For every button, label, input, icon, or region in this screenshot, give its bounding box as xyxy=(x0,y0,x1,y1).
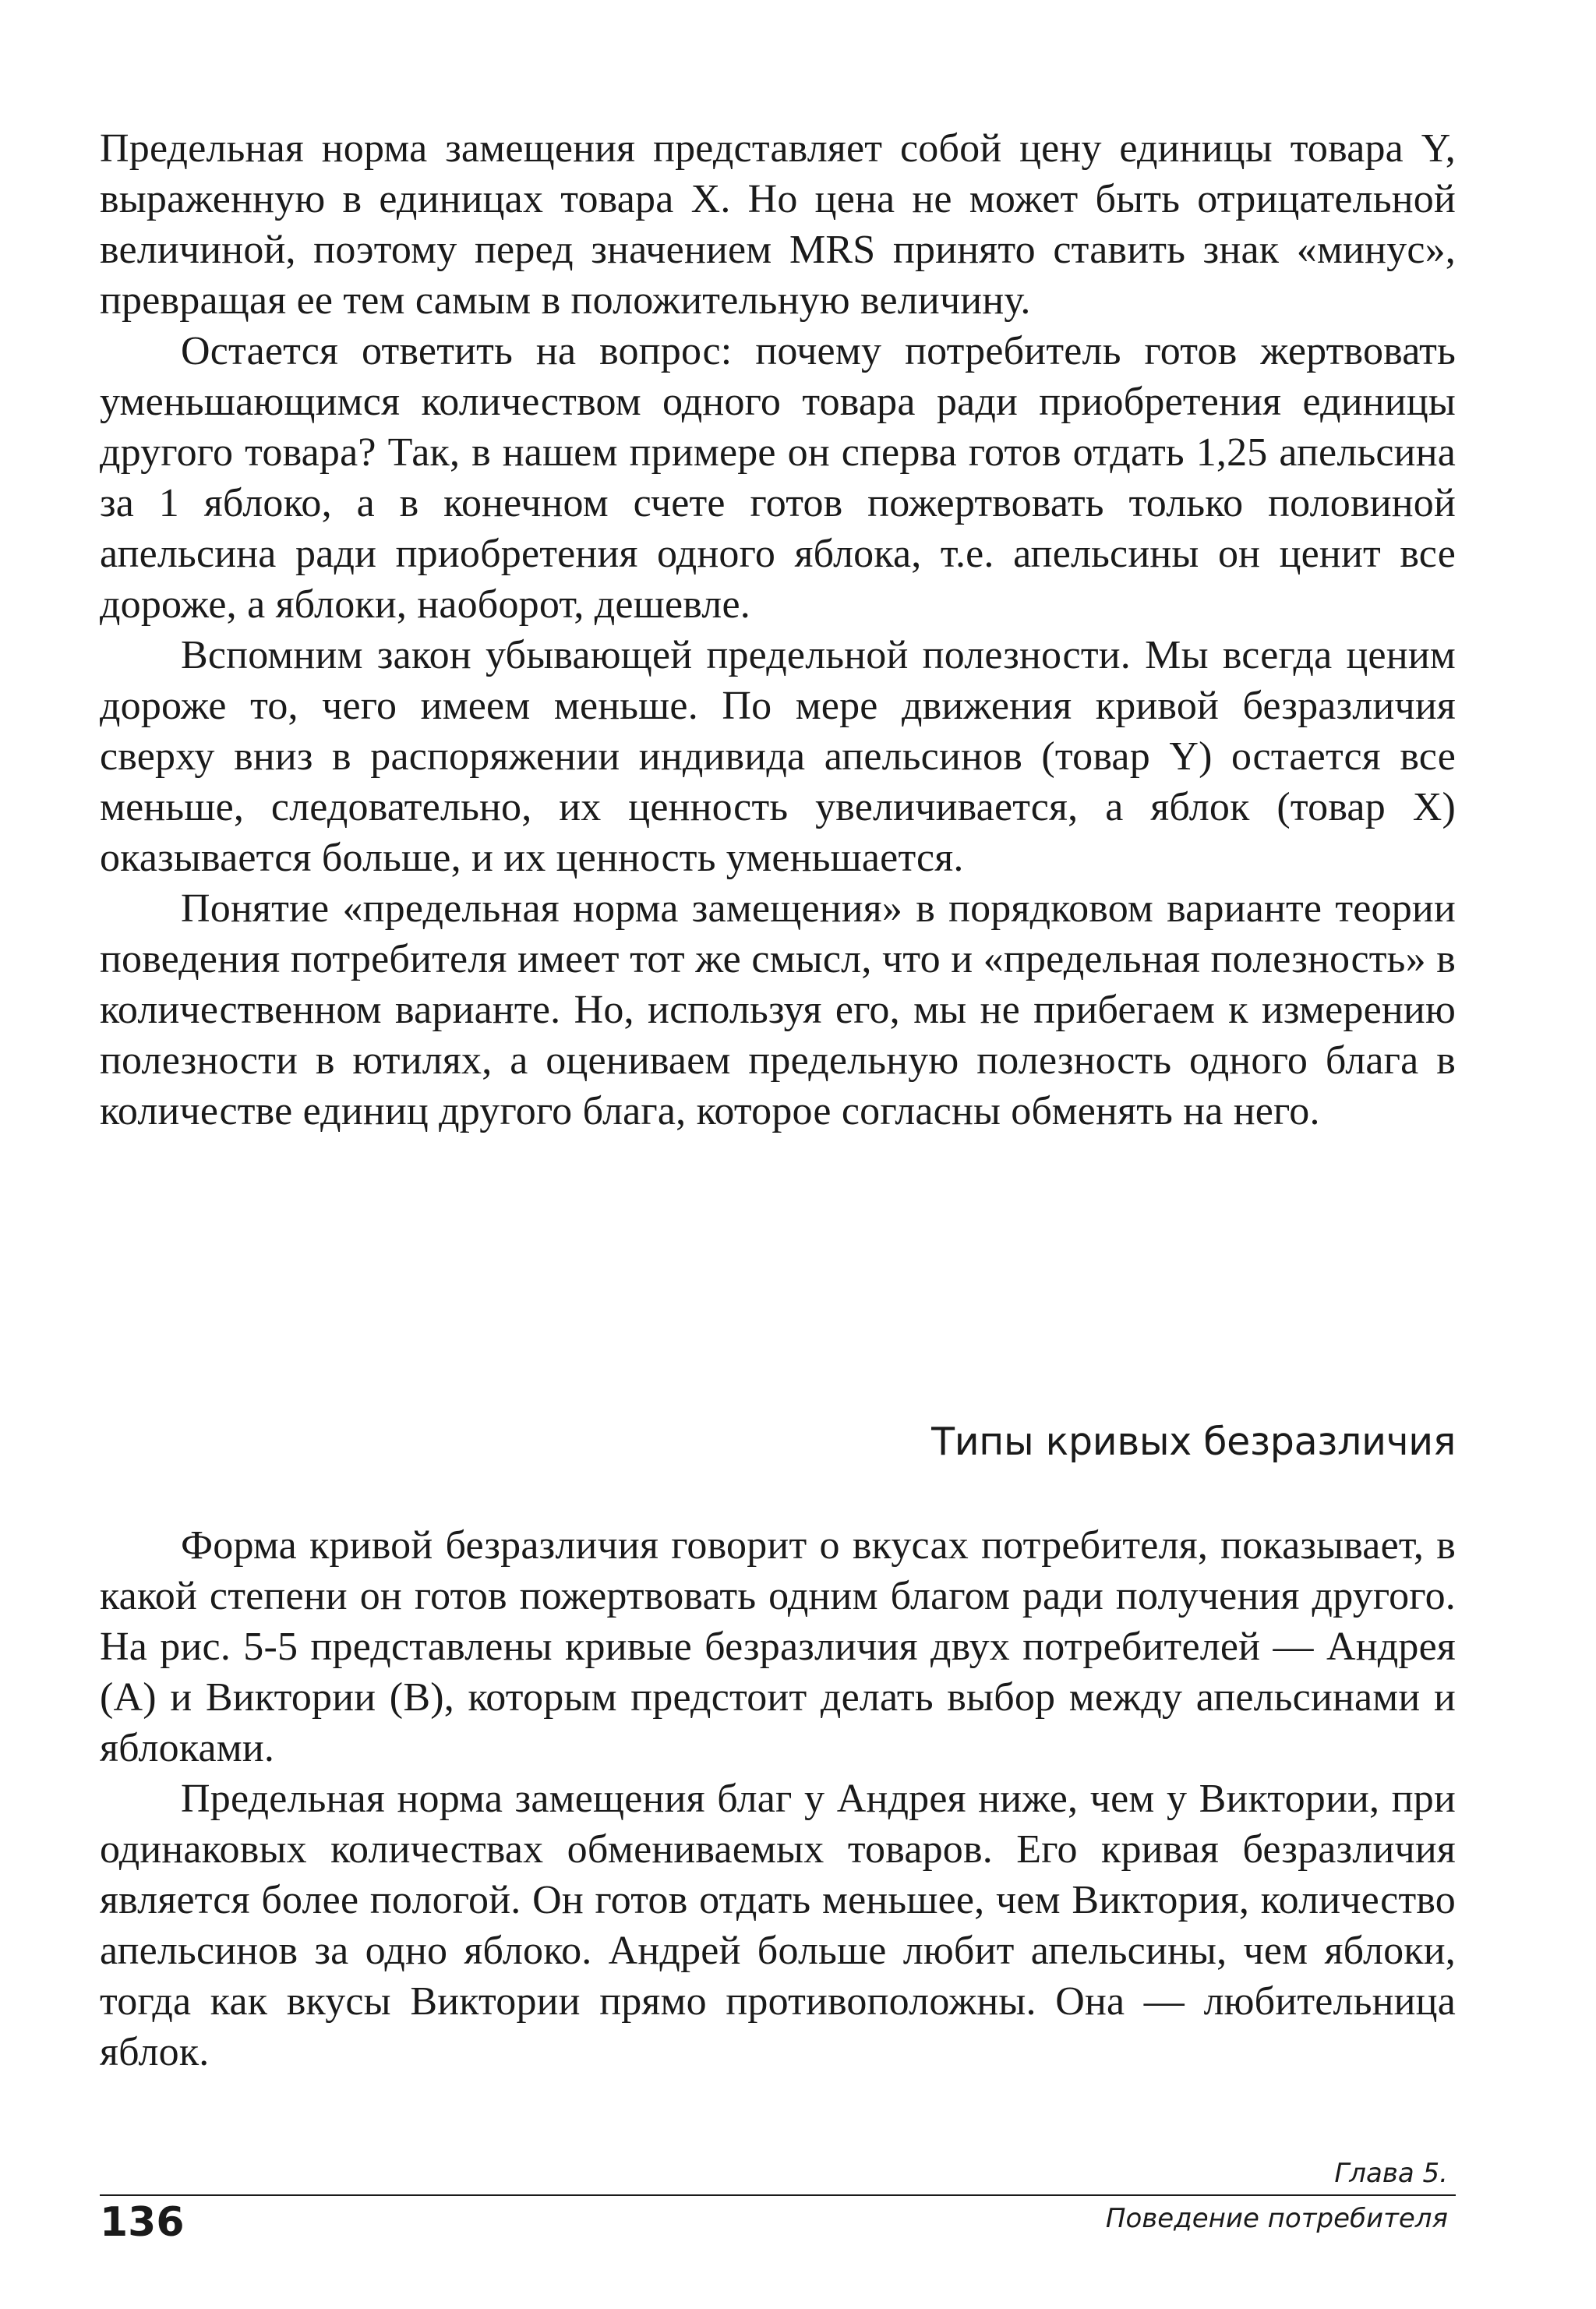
paragraph-why-sacrifice: Остается ответить на вопрос: почему потребитель готов жертвовать уменьшающимся количеством одного товара ради приобретения единицы другого товара? Так, в нашем примере он сперва готов отдать 1,25 апельсина за 1 яблоко, а в конечном счете готов пожертвовать только половиной апельсина ради приобретения одного яблока, т.е. апельсины он ценит все дороже, а яблоки, наоборот, дешевле. xyxy=(100,329,1456,627)
paragraph-mrs-concept: Понятие «предельная норма замещения» в порядковом варианте теории поведения потребителя имеет тот же смысл, что и «предельная полезность» в количественном варианте. Но, используя его, мы не прибегаем к измерению полезности в ютилях, а оцениваем предельную полезность одного блага в количестве единиц другого блага, которое согласны обменять на него. xyxy=(100,886,1456,1133)
paragraph-curve-shape: Форма кривой безразличия говорит о вкусах потребителя, показывает, в какой степени он готов пожертвовать одним благом ради получения другого. На рис. 5-5 представлены кривые безразличия двух потребителей — Андрея (A) и Виктории (B), которым предстоит делать выбор между апельсинами и яблоками. xyxy=(100,1523,1456,1770)
body-text-bottom xyxy=(100,1520,1456,2077)
paragraph-diminishing-utility: Вспомним закон убывающей предельной полезности. Мы всегда ценим дороже то, чего имеем меньше. По мере движения кривой безразличия сверху вниз в распоряжении индивида апельсинов (товар Y) остается все меньше, следовательно, их ценность увеличивается, а яблок (товар X) оказывается больше, и их ценность уменьшается. xyxy=(100,633,1456,880)
body-text-top xyxy=(100,123,1456,1137)
footer-running-title: Поведение потребителя xyxy=(1105,2203,1448,2234)
paragraph-andrey-victoria: Предельная норма замещения благ у Андрея ниже, чем у Виктории, при одинаковых количествах обмениваемых товаров. Его кривая безразличия является более пологой. Он готов отдать меньшее, чем Виктория, количество апельсинов за одно яблоко. Андрей больше любит апельсины, чем яблоки, тогда как вкусы Виктории прямо противоположны. Она — любительница яблок. xyxy=(100,1777,1456,2074)
footer-divider xyxy=(100,2194,1456,2196)
footer-chapter-label: Глава 5. xyxy=(1334,2158,1448,2189)
section-heading: Типы кривых безразличия xyxy=(931,1420,1456,1464)
page-number: 136 xyxy=(100,2199,185,2246)
paragraph-mrs-price: Предельная норма замещения представляет собой цену единицы товара Y, выраженную в единицах товара X. Но цена не может быть отрицательной величиной, поэтому перед значением MRS принято ставить знак «минус», превращая ее тем самым в положительную величину. xyxy=(100,126,1456,323)
